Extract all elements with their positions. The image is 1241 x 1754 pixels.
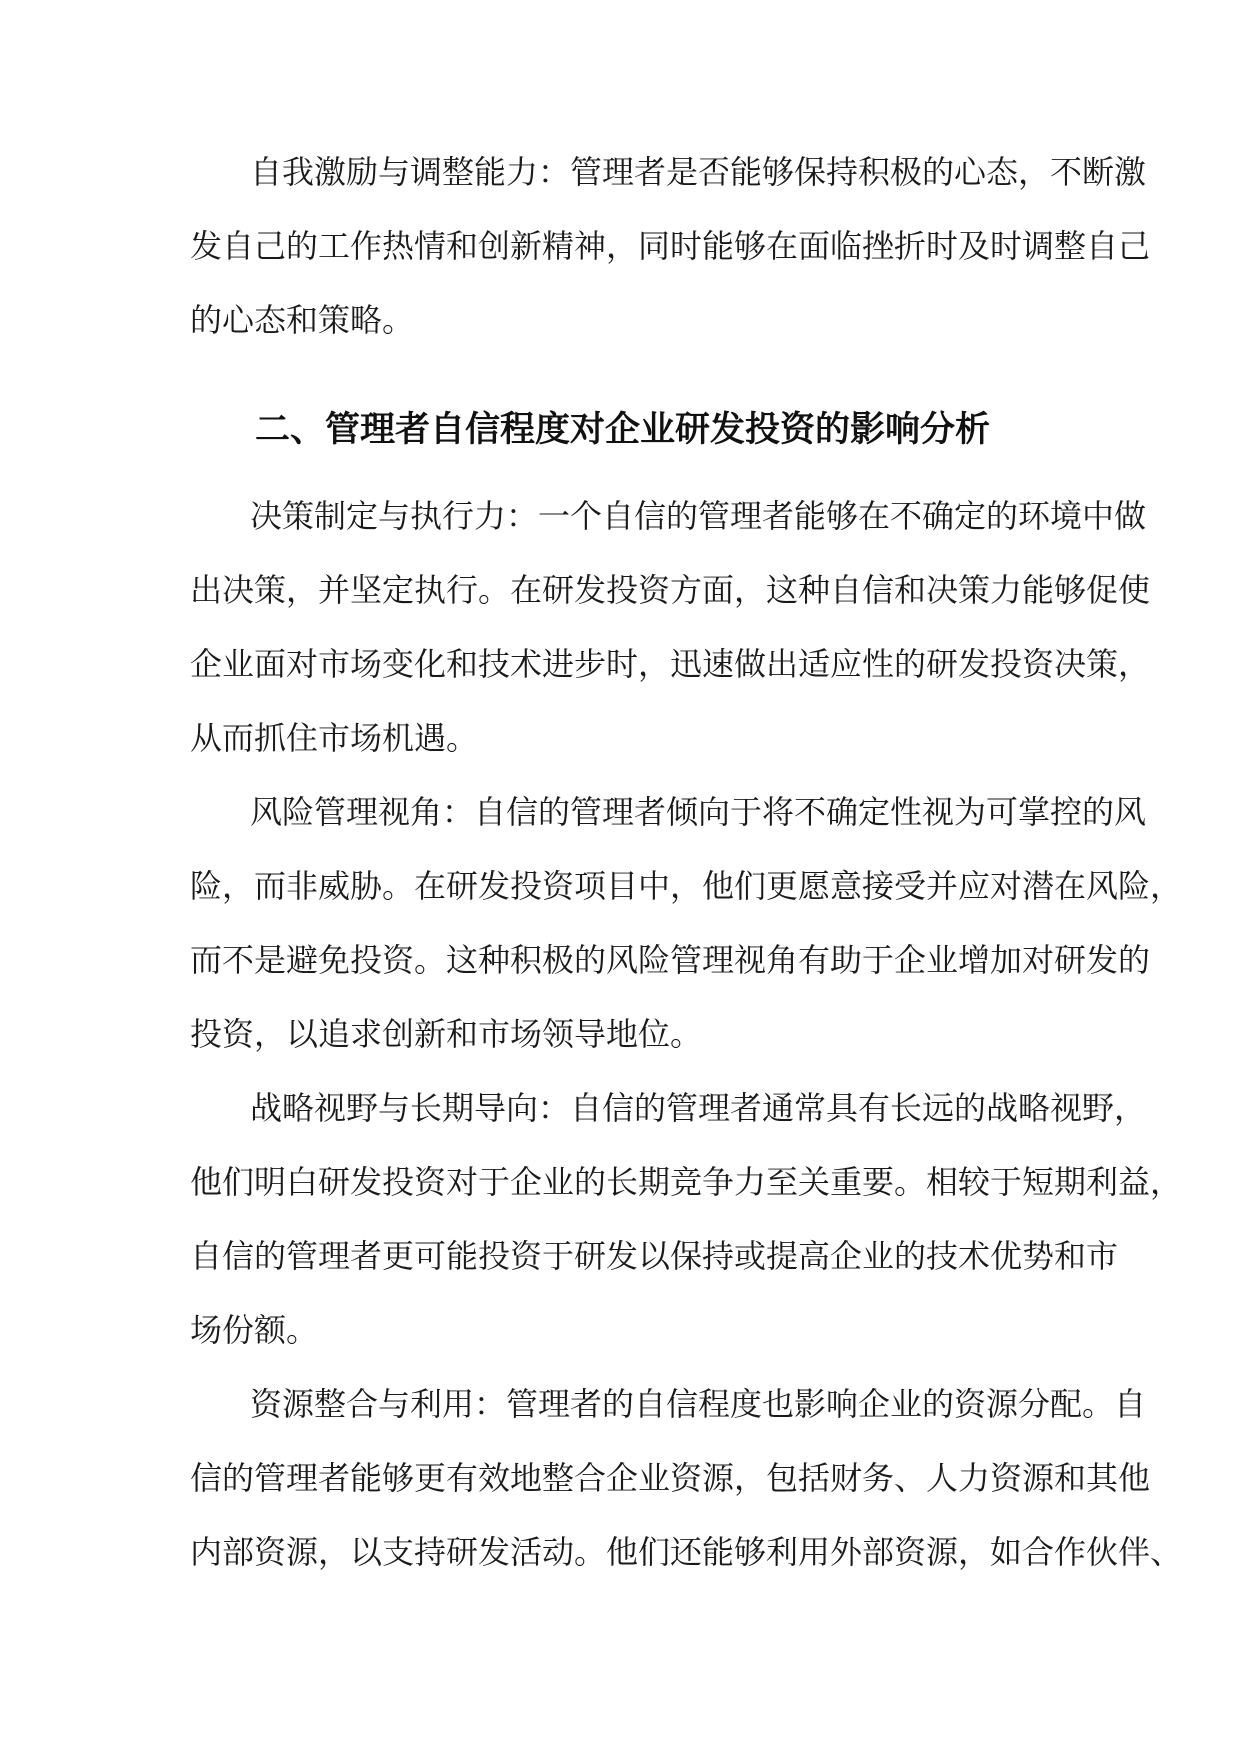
text-line: 而不是避免投资。这种积极的风险管理视角有助于企业增加对研发的: [190, 941, 1151, 979]
text-line: 决策制定与执行力：一个自信的管理者能够在不确定的环境中做: [250, 497, 1147, 535]
section-heading: 二、管理者自信程度对企业研发投资的影响分析: [255, 410, 991, 450]
text-line: 内部资源，以支持研发活动。他们还能够利用外部资源，如合作伙伴、: [190, 1533, 1183, 1571]
text-line: 发自己的工作热情和创新精神，同时能够在面临挫折时及时调整自己: [190, 227, 1151, 265]
text-line: 自信的管理者更可能投资于研发以保持或提高企业的技术优势和市: [190, 1237, 1119, 1275]
text-line: 投资，以追求创新和市场领导地位。: [190, 1015, 703, 1053]
text-line: 险，而非威胁。在研发投资项目中，他们更愿意接受并应对潜在风险，: [190, 867, 1183, 905]
text-line: 的心态和策略。: [190, 301, 415, 339]
text-line: 战略视野与长期导向：自信的管理者通常具有长远的战略视野，: [250, 1089, 1147, 1127]
text-line: 从而抓住市场机遇。: [190, 719, 479, 757]
text-line: 自我激励与调整能力：管理者是否能够保持积极的心态，不断激: [250, 153, 1147, 191]
text-line: 出决策，并坚定执行。在研发投资方面，这种自信和决策力能够促使: [190, 571, 1151, 609]
text-line: 他们明白研发投资对于企业的长期竞争力至关重要。相较于短期利益，: [190, 1163, 1183, 1201]
text-line: 信的管理者能够更有效地整合企业资源，包括财务、人力资源和其他: [190, 1459, 1151, 1497]
text-line: 场份额。: [190, 1311, 319, 1349]
text-line: 风险管理视角：自信的管理者倾向于将不确定性视为可掌控的风: [250, 793, 1147, 831]
text-line: 企业面对市场变化和技术进步时，迅速做出适应性的研发投资决策，: [190, 645, 1151, 683]
text-line: 资源整合与利用：管理者的自信程度也影响企业的资源分配。自: [250, 1385, 1147, 1423]
